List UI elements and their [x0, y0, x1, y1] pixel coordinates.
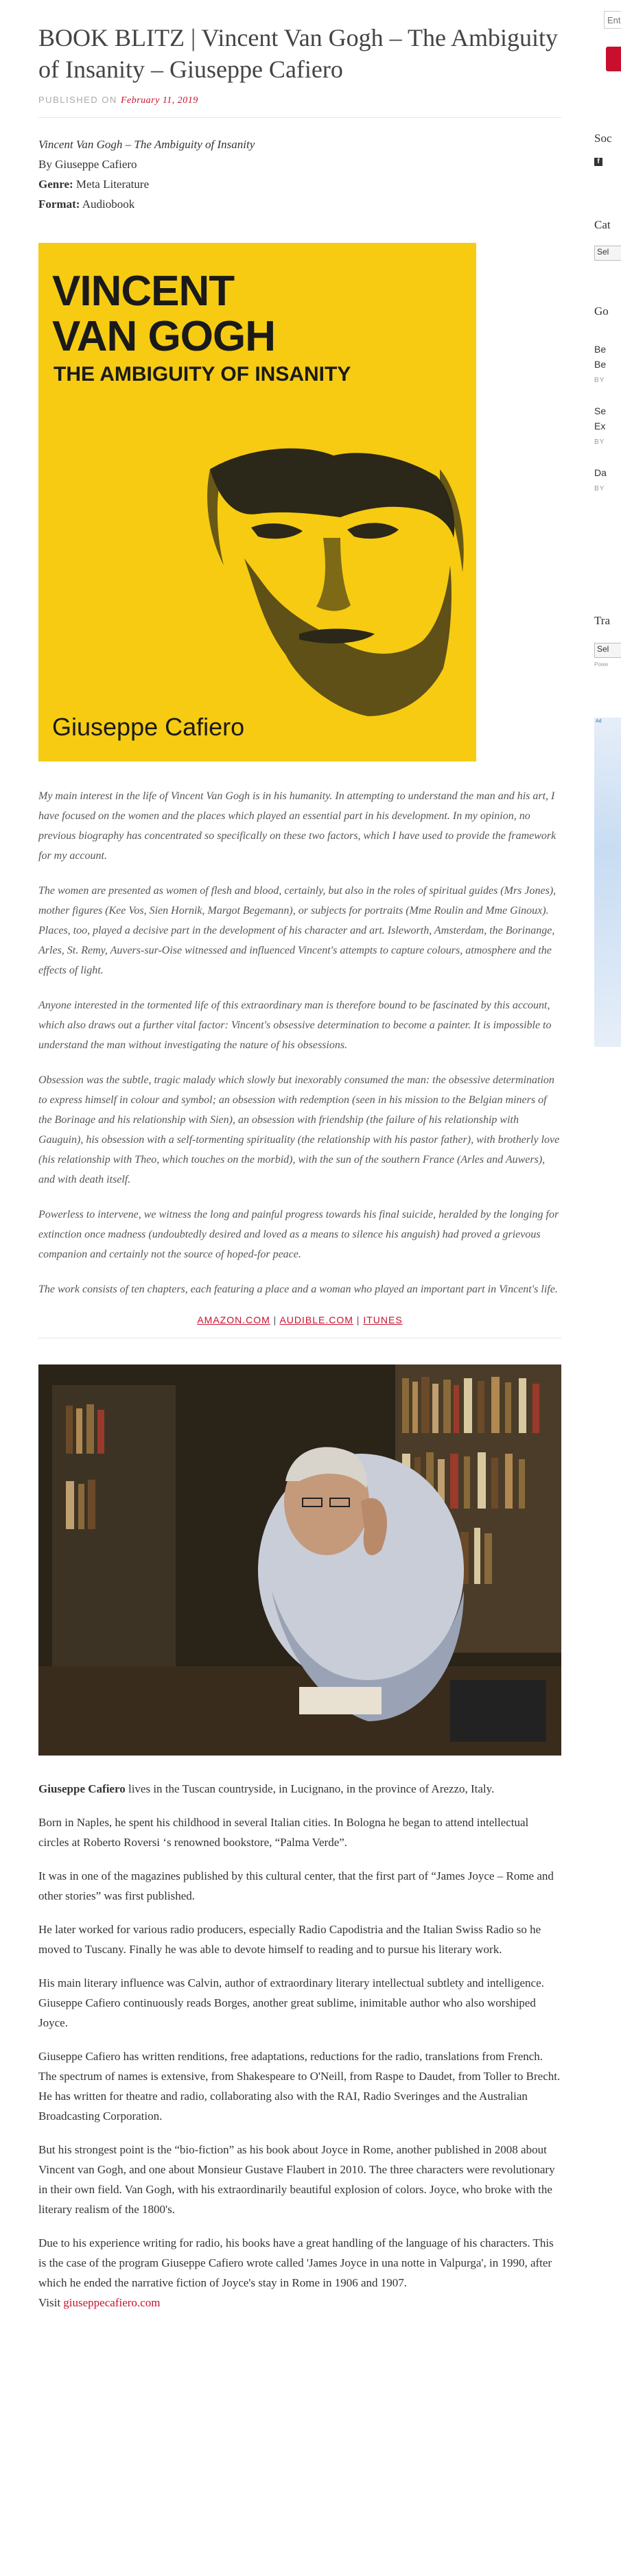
link-separator: |: [356, 1314, 360, 1325]
bio-paragraph: [38, 1779, 561, 1799]
blurb-paragraph: My main interest in the life of Vincent Van Gogh is in his humanity. In attempting to understand the man and his art, I have focused on the women and the places which played an essential part in his development. In my opinion, no previous biography has concentrated so specifically on these two factors, which I have used to provide the framework for my account.: [38, 790, 556, 862]
purchase-links: [38, 1314, 561, 1325]
cover-title-line2: VAN GOGH: [52, 313, 275, 360]
categories-heading: Cat: [594, 218, 611, 231]
book-blurb: [38, 786, 561, 1299]
blurb-paragraph: Anyone interested in the tormented life of this extraordinary man is therefore bound to be fascinated by this account, which also draws out a further vital factor: Vincent's obsessive determination to become a painter. It is impossible to understand the man without investigating the nature of his obsessions.: [38, 1000, 552, 1051]
blurb-paragraph: Obsession was the subtle, tragic malady which slowly but inexorably consumed the man: the obsessive determination to express himself in colour and symbol; an obsession with redemption (seen in his mission to the Belgian miners of the Borinage and his relationship with Sien), an obsession with friendship (the failure of his relationship with Gauguin), his obsession with a self-tormenting spirituality (the relationship with his pastor father), with brotherly love (his relationship with Theo, which touches on the morbid), with the sun of the southern France (Arles and Auwers), and with death itself.: [38, 1074, 560, 1185]
bio-paragraph: It was in one of the magazines published by this cultural center, that the first part of “James Joyce – Rome and other stories” was first published.: [38, 1869, 554, 1902]
author-photo: [38, 1364, 561, 1756]
goodreads-heading: Go: [594, 305, 609, 318]
author-website-link[interactable]: giuseppecafiero.com: [63, 2296, 161, 2309]
blurb-paragraph: The women are presented as women of flesh and blood, certainly, but also in the roles of spiritual guides (Mrs Jones), mother figures (Kee Vos, Sien Hornik, Margot Begemann), or subjects for portraits (Mme Roulin and Mme Ginoux). Places, too, played a decisive part in the development of his character and art. Isleworth, Amsterdam, the Borinange, Arles, St. Remy, Auvers-sur-Oise witnessed and influenced Vincent's attempts to capture colours, atmosphere and the effects of light.: [38, 885, 556, 976]
cover-title: [52, 269, 275, 359]
book-author: By Giuseppe Cafiero: [38, 158, 137, 171]
post-meta: [38, 95, 561, 106]
published-label: PUBLISHED ON: [38, 95, 117, 105]
bio-paragraph: His main literary influence was Calvin, author of extraordinary literary intellectual subtlety and intelligence. Giuseppe Cafiero continuously reads Borges, another great sublime, inimitable author who also worshiped Joyce.: [38, 1976, 544, 2029]
sidebar: [594, 0, 621, 2576]
blurb-paragraph: The work consists of ten chapters, each featuring a place and a woman who played an important part in Vincent's life.: [38, 1284, 558, 1295]
divider: [38, 117, 561, 118]
goodreads-item-3-line1[interactable]: Da: [594, 467, 607, 478]
goodreads-item-2-author: BY: [594, 438, 605, 446]
post-title: BOOK BLITZ | Vincent Van Gogh – The Ambiguity of Insanity – Giuseppe Cafiero: [38, 24, 559, 83]
genre-label: Genre:: [38, 178, 73, 191]
bio-paragraph: But his strongest point is the “bio-fiction” as his book about Joyce in Rome, another published in 2008 about Vincent van Gogh, and one about Monsieur Gustave Flaubert in 2010. The three characters were revolutionary in their own field. Van Gogh, with his extraordinarily beautiful explosion of colors. Joyce, who broke with the literary realism of the 1800's.: [38, 2143, 555, 2216]
categories-select[interactable]: Sel: [594, 246, 621, 261]
search-input[interactable]: [604, 11, 621, 29]
bio-paragraph: He later worked for various radio producers, especially Radio Capodistria and the Italian Swiss Radio so he moved to Tuscany. Finally he was able to devote himself to reading and to pursue his literary work.: [38, 1923, 541, 1956]
cover-author: Giuseppe Cafiero: [52, 713, 245, 741]
amazon-link[interactable]: AMAZON.COM: [197, 1314, 270, 1325]
book-format: [38, 194, 561, 214]
post-date[interactable]: February 11, 2019: [120, 95, 198, 106]
bio-text: lives in the Tuscan countryside, in Lucignano, in the province of Arezzo, Italy.: [125, 1782, 495, 1795]
goodreads-item-1-line1[interactable]: Be: [594, 344, 607, 355]
bio-paragraph: Giuseppe Cafiero has written renditions, free adaptations, reductions for the radio, translations from French. The spectrum of names is extensive, from Shakespeare to O'Neill, from Raspe to Daudet, from Toller to Brecht. He has written for theatre and radio, collaborating also with the RAI, Radio Sveringes and the Australian Broadcasting Corporation.: [38, 2050, 561, 2123]
social-heading: Soc: [594, 132, 612, 145]
audible-link[interactable]: AUDIBLE.COM: [279, 1314, 353, 1325]
goodreads-item-3-author: BY: [594, 485, 605, 493]
translate-heading: Tra: [594, 614, 610, 627]
goodreads-item-1-author: BY: [594, 377, 605, 384]
bio-paragraph: Born in Naples, he spent his childhood in several Italian cities. In Bologna he began to attend intellectual circles at Roberto Roversi ‘s renowned bookstore, “Palma Verde”.: [38, 1816, 529, 1849]
author-name: Giuseppe Cafiero: [38, 1782, 126, 1795]
ad-banner[interactable]: [594, 718, 621, 1047]
translate-select[interactable]: Sel: [594, 643, 621, 658]
itunes-link[interactable]: ITUNES: [363, 1314, 403, 1325]
book-info: [38, 134, 561, 214]
goodreads-item-2-line1[interactable]: Se: [594, 405, 607, 416]
powered-by: Powe: [594, 661, 609, 667]
search-button[interactable]: [606, 47, 621, 71]
goodreads-item-1-line2[interactable]: Be: [594, 359, 607, 370]
author-photo-illustration: [38, 1364, 561, 1756]
format-value: Audiobook: [82, 198, 135, 211]
goodreads-item-2-line2[interactable]: Ex: [594, 421, 606, 432]
format-label: Format:: [38, 198, 80, 211]
bio-paragraph: [38, 2233, 561, 2313]
bio-text: Due to his experience writing for radio, his books have a great handling of the language of his characters. This is the case of the program Giuseppe Cafiero wrote called 'James Joyce in una notte in Valpurga', in 1990, after which he ended the narrative fiction of Joyce's stay in Rome in 1906 and 1907.: [38, 2236, 554, 2289]
link-separator: |: [273, 1314, 277, 1325]
book-genre: [38, 174, 561, 194]
book-title: Vincent Van Gogh – The Ambiguity of Insanity: [38, 138, 255, 151]
cover-title-line1: VINCENT: [52, 268, 235, 315]
cover-subtitle: THE AMBIGUITY OF INSANITY: [54, 363, 351, 386]
blurb-paragraph: Powerless to intervene, we witness the long and painful progress towards his final suicide, heralded by the longing for extinction once madness (undoubtedly desired and loved as a means to silence his anguish) had proved a grievous companion and certainly not the source of hoped-for peace.: [38, 1209, 559, 1260]
book-cover-image: [38, 243, 476, 761]
ad-label: Ad: [596, 719, 602, 724]
author-bio: [38, 1779, 561, 2313]
visit-label: Visit: [38, 2296, 61, 2309]
genre-value: Meta Literature: [75, 178, 150, 191]
facebook-icon[interactable]: f: [594, 158, 602, 166]
main-content: [38, 0, 561, 2313]
